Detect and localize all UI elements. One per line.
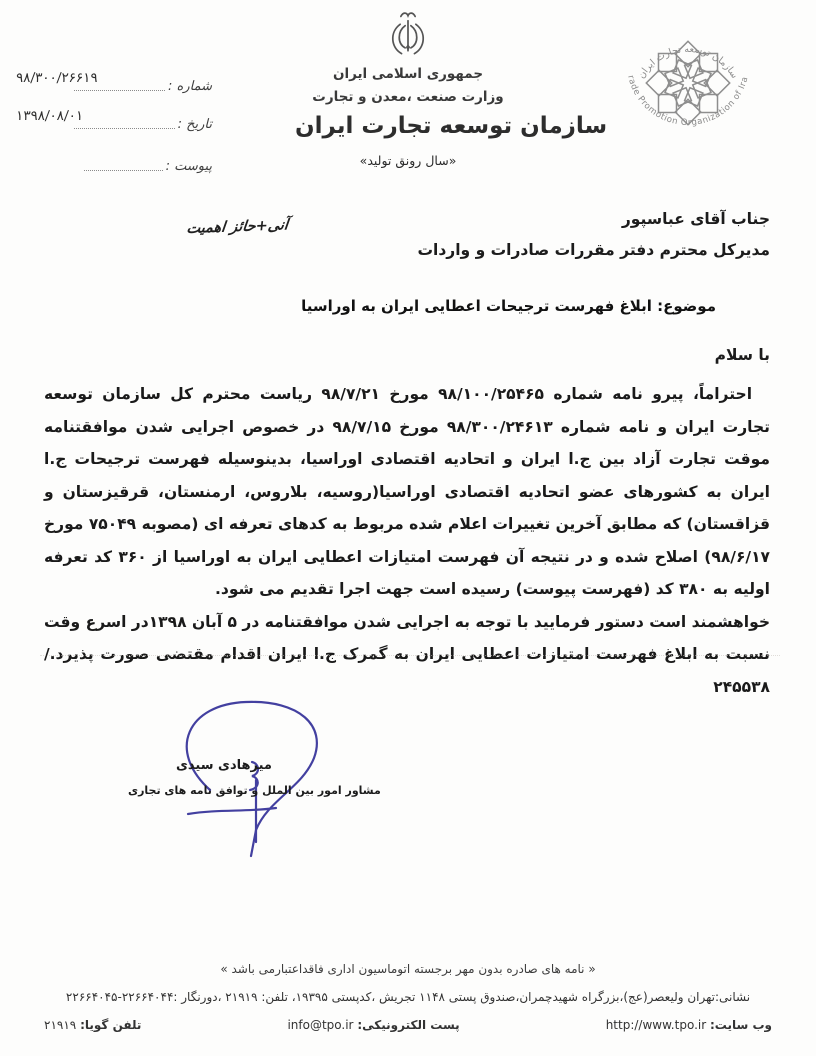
body-paragraph-1: احتراماً، پیرو نامه شماره ۹۸/۱۰۰/۲۵۴۶۵ مورخ ۹۸/۷/۲۱ ریاست محترم کل سازمان توسعه تجارت ایران و نامه شماره ۹۸/۳۰۰/۲۴۶۱۳ مورخ ۹۸/۷/۱۵ در خصوص اجرایی شدن موافقتنامه موقت تجارت آزاد بین ج.ا ایران و اتحادیه اقتصادی اوراسیا، بدینوسیله فهرست ترجیحات ج.ا ایران به کشورهای عضو اتحادیه اقتصادی اوراسیا(روسیه، بلاروس، ارمنستان، قرقیزستان و قزاقستان) که مطابق آخرین تغییرات اعلام شده مربوط به کدهای تعرفه ای (مصوبه ۷۵۰۴۹ مورخ ۹۸/۶/۱۷) اصلاح شده و در نتیجه آن فهرست امتیازات اعطایی ایران به اوراسیا از ۳۶۰ کد تعرفه اولیه به ۳۸۰ کد (فهرست پیوست) رسیده است جهت اجرا تقدیم می شود.	[44, 385, 770, 598]
iran-national-emblem-icon	[386, 10, 430, 60]
salutation: با سلام	[714, 346, 770, 364]
website-url: http://www.tpo.ir	[605, 1018, 707, 1032]
date-dotted-line	[74, 127, 175, 129]
number-value: ۹۸/۳۰۰/۲۶۶۱۹	[15, 70, 99, 86]
attachment-field	[16, 138, 212, 176]
body-paragraph-2: خواهشمند است دستور فرمایید با توجه به اجرایی شدن موافقتنامه در ۵ آبان ۱۳۹۸در اسرع وقت نسبت به ابلاغ فهرست امتیازات اعطایی ایران به گمرک ج.ا ایران اقدام مقتضی صورت پذیرد./۲۴۵۵۳۸	[44, 612, 770, 696]
number-label: شماره :	[168, 79, 212, 94]
attachment-dotted-line	[84, 169, 163, 171]
organization-name: سازمان توسعه تجارت ایران	[295, 113, 608, 139]
year-slogan: «سال رونق تولید»	[359, 153, 457, 168]
tpo-logo-icon	[608, 8, 768, 158]
footer-contacts	[44, 1018, 772, 1032]
date-value: ۱۳۹۸/۰۸/۰۱	[15, 108, 84, 124]
country-name: جمهوری اسلامی ایران	[332, 66, 484, 82]
date-label: تاریخ :	[177, 117, 212, 132]
tpo-logo-english-arc: Trade Promotion Organization of Iran	[625, 74, 751, 129]
subject-line: موضوع: ابلاغ فهرست ترجیحات اعطایی ایران به اوراسیا	[301, 297, 716, 315]
number-field	[16, 58, 212, 96]
handwritten-annotation: آنی+حائز اهمیت	[185, 217, 289, 237]
signature-block	[128, 692, 381, 862]
email-label: پست الکترونیکی:	[357, 1018, 460, 1032]
phone-group	[44, 1018, 141, 1032]
email-address: info@tpo.ir	[287, 1018, 354, 1032]
email-group	[287, 1018, 459, 1032]
signatory-name: میرهادی سیدی	[176, 758, 272, 773]
date-field	[16, 96, 212, 134]
website-label: وب سایت:	[709, 1018, 772, 1032]
phone-number: ۲۱۹۱۹	[44, 1018, 77, 1032]
letterhead	[295, 10, 608, 168]
website-group	[606, 1018, 772, 1032]
signatory-title: مشاور امور بین الملل و توافق نامه های تجاری	[128, 784, 381, 797]
signature-scrawl-icon	[148, 692, 348, 862]
recipient-title: مدیرکل محترم دفتر مقررات صادرات و واردات	[417, 241, 770, 259]
phone-label: تلفن گویا:	[80, 1018, 142, 1032]
tpo-logo-persian-arc: سازمان توسعه تجارت ایران	[636, 44, 740, 81]
reference-fields	[16, 58, 212, 176]
number-dotted-line	[74, 89, 165, 91]
footer-address: نشانی:تهران ولیعصر(عج)،بزرگراه شهیدچمران،صندوق پستی ۱۱۴۸ تجریش ،کدپستی ۱۹۳۹۵، تلفن: ۲۱۹۱۹ ،دورنگار :۲۲۶۶۴۰۴۴-۲۲۶۶۴۰۴۵	[65, 990, 751, 1004]
attachment-label: پیوست :	[165, 159, 212, 174]
ministry-name: وزارت صنعت ،معدن و تجارت	[312, 89, 504, 105]
footer-notice: « نامه های صادره بدون مهر برجسته اتوماسیون اداری فاقداعتبارمی باشد »	[220, 962, 596, 976]
recipient-block	[417, 210, 770, 259]
recipient-name: جناب آقای عباسپور	[621, 210, 770, 228]
fold-line	[40, 655, 780, 656]
